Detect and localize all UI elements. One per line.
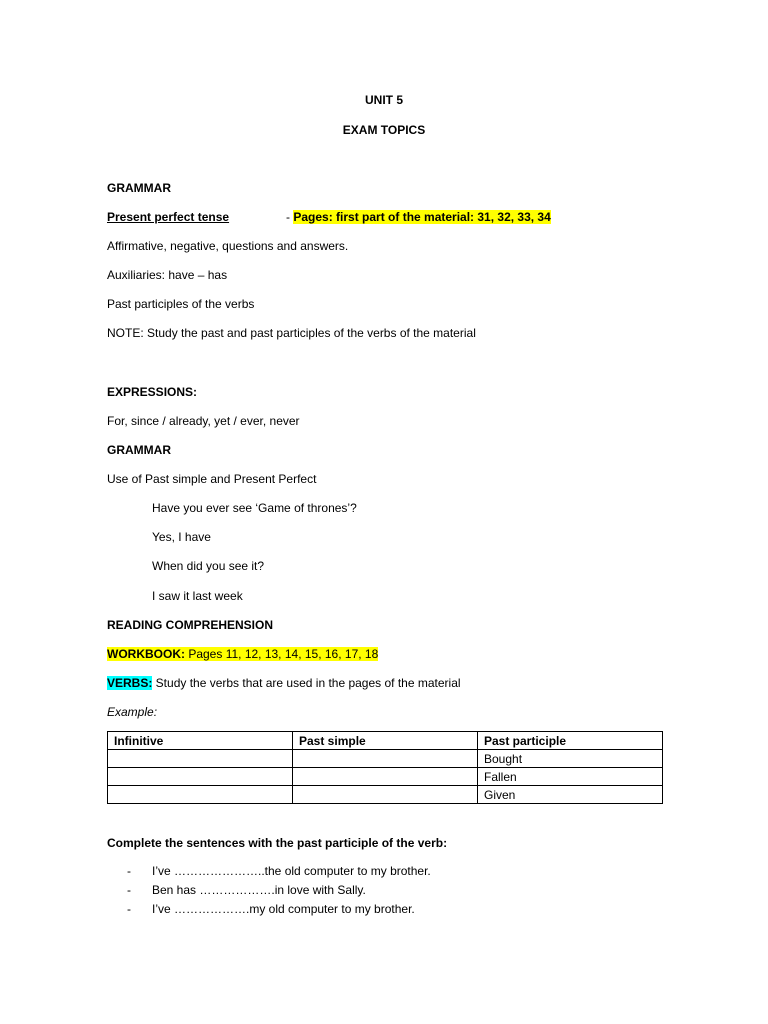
cell-past-simple bbox=[293, 768, 478, 786]
cell-past-simple bbox=[293, 750, 478, 768]
header-past-simple: Past simple bbox=[293, 732, 478, 750]
table-header-row bbox=[108, 732, 663, 750]
grammar-example: Yes, I have bbox=[152, 530, 211, 544]
grammar-line: Past participles of the verbs bbox=[107, 297, 255, 311]
verbs-label: VERBS: bbox=[107, 676, 153, 690]
exercise-sentence: I’ve ……………….my old computer to my brother. bbox=[152, 902, 415, 916]
bullet-dash: - bbox=[127, 864, 131, 878]
cell-past-participle: Fallen bbox=[478, 768, 663, 786]
verbs-text: Study the verbs that are used in the pages of the material bbox=[152, 676, 461, 690]
grammar-heading-2: GRAMMAR bbox=[107, 443, 171, 457]
expressions-text: For, since / already, yet / ever, never bbox=[107, 414, 300, 428]
example-label: Example: bbox=[107, 705, 158, 719]
exam-topics-title: EXAM TOPICS bbox=[342, 123, 426, 137]
pages-line bbox=[286, 210, 551, 225]
grammar-heading: GRAMMAR bbox=[107, 181, 171, 195]
exercise-sentence: I’ve …………………..the old computer to my brother. bbox=[152, 864, 431, 878]
verbs-table bbox=[107, 731, 663, 804]
cell-past-participle: Given bbox=[478, 786, 663, 804]
header-past-participle: Past participle bbox=[478, 732, 663, 750]
cell-infinitive bbox=[108, 768, 293, 786]
table-row bbox=[108, 768, 663, 786]
unit-title: UNIT 5 bbox=[364, 93, 403, 107]
workbook-label: WORKBOOK: bbox=[107, 647, 185, 661]
grammar2-intro: Use of Past simple and Present Perfect bbox=[107, 472, 317, 486]
exercise-instruction: Complete the sentences with the past participle of the verb: bbox=[107, 836, 448, 850]
bullet-dash: - bbox=[127, 902, 131, 916]
bullet-dash: - bbox=[127, 883, 131, 897]
exercise-sentence: Ben has ……………….in love with Sally. bbox=[152, 883, 366, 897]
workbook-line bbox=[107, 647, 378, 662]
table-row bbox=[108, 750, 663, 768]
cell-infinitive bbox=[108, 786, 293, 804]
grammar-line: Affirmative, negative, questions and answers. bbox=[107, 239, 349, 253]
grammar-line: Auxiliaries: have – has bbox=[107, 268, 228, 282]
grammar-note: NOTE: Study the past and past participles of the verbs of the material bbox=[107, 326, 476, 340]
cell-infinitive bbox=[108, 750, 293, 768]
reading-heading: READING COMPREHENSION bbox=[107, 618, 274, 632]
grammar-example: When did you see it? bbox=[152, 559, 265, 573]
header-infinitive: Infinitive bbox=[108, 732, 293, 750]
cell-past-participle: Bought bbox=[478, 750, 663, 768]
present-perfect-topic: Present perfect tense bbox=[107, 210, 230, 224]
workbook-pages: Pages 11, 12, 13, 14, 15, 16, 17, 18 bbox=[185, 647, 379, 661]
pages-highlight: Pages: first part of the material: 31, 32, 33, 34 bbox=[293, 210, 551, 224]
grammar-example: Have you ever see ‘Game of thrones’? bbox=[152, 501, 357, 515]
verbs-line bbox=[107, 676, 461, 691]
pages-dash: - bbox=[286, 210, 294, 224]
cell-past-simple bbox=[293, 786, 478, 804]
expressions-heading: EXPRESSIONS: bbox=[107, 385, 198, 399]
grammar-example: I saw it last week bbox=[152, 589, 243, 603]
table-row bbox=[108, 786, 663, 804]
